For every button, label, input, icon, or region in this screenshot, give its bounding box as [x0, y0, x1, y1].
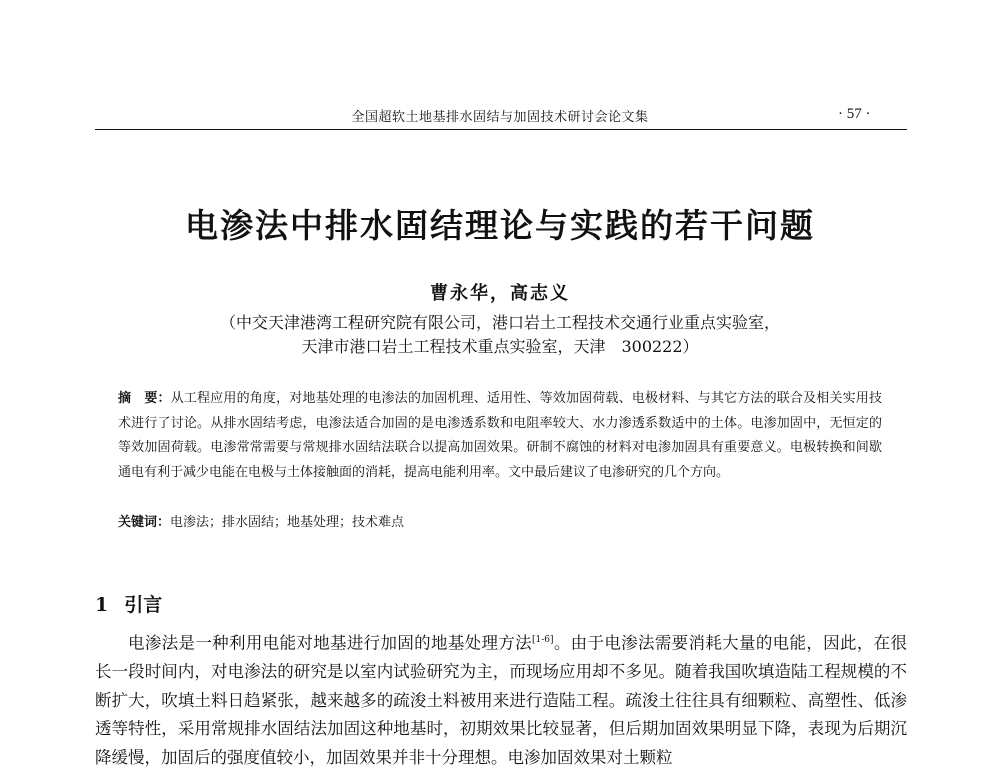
paper-authors: 曹永华，高志义 [430, 283, 570, 304]
page-number: · 57 · [838, 106, 871, 122]
abstract [118, 387, 882, 485]
header-rule [95, 129, 907, 130]
keywords [118, 511, 404, 530]
section-title: 引言 [124, 594, 163, 616]
keywords-text: 电渗法；排水固结；地基处理；技术难点 [170, 515, 405, 530]
abstract-label: 摘 要： [118, 391, 171, 406]
citation: [1-6] [532, 635, 554, 645]
intro-text-start: 电渗法是一种利用电能对地基进行加固的地基处理方法 [128, 633, 532, 653]
section-heading [95, 590, 162, 617]
affiliation-line-1: （中交天津港湾工程研究院有限公司，港口岩土工程技术交通行业重点实验室， [219, 313, 780, 332]
intro-text-rest: 。由于电渗法需要消耗大量的电能，因此，在很长一段时间内，对电渗法的研究是以室内试验研究为主，而现场应用却不多见。随着我国吹填造陆工程规模的不断扩大，吹填土料日趋紧张，越来越多的疏浚土料被用来进行造陆工程。疏浚土往往具有细颗粒、高塑性、低渗透等特性，采用常规排水固结法加固这种地基时，初期效果比较显著，但后期加固效果明显下降，表现为后期沉降缓慢，加固后的强度值较小，加固效果并非十分理想。电渗加固效果对土颗粒 [95, 633, 908, 767]
abstract-text: 从工程应用的角度，对地基处理的电渗法的加固机理、适用性、等效加固荷载、电极材料、与其它方法的联合及相关实用技术进行了讨论。从排水固结考虑，电渗法适合加固的是电渗透系数和电阻率较大、水力渗透系数适中的土体。电渗加固中，无恒定的等效加固荷载。电渗常常需要与常规排水固结法联合以提高加固效果。研制不腐蚀的材料对电渗加固具有重要意义。电极转换和间歇通电有利于减少电能在电极与土体接触面的消耗，提高电能利用率。文中最后建议了电渗研究的几个方向。 [118, 391, 882, 480]
affiliation-line-2: 天津市港口岩土工程技术重点实验室，天津 300222） [301, 337, 699, 356]
section-number: 1 [95, 594, 109, 616]
intro-paragraph [95, 626, 907, 772]
paper-title: 电渗法中排水固结理论与实践的若干问题 [185, 206, 815, 245]
running-header: 全国超软土地基排水固结与加固技术研讨会论文集 [351, 110, 649, 125]
keywords-label: 关键词： [118, 515, 171, 530]
